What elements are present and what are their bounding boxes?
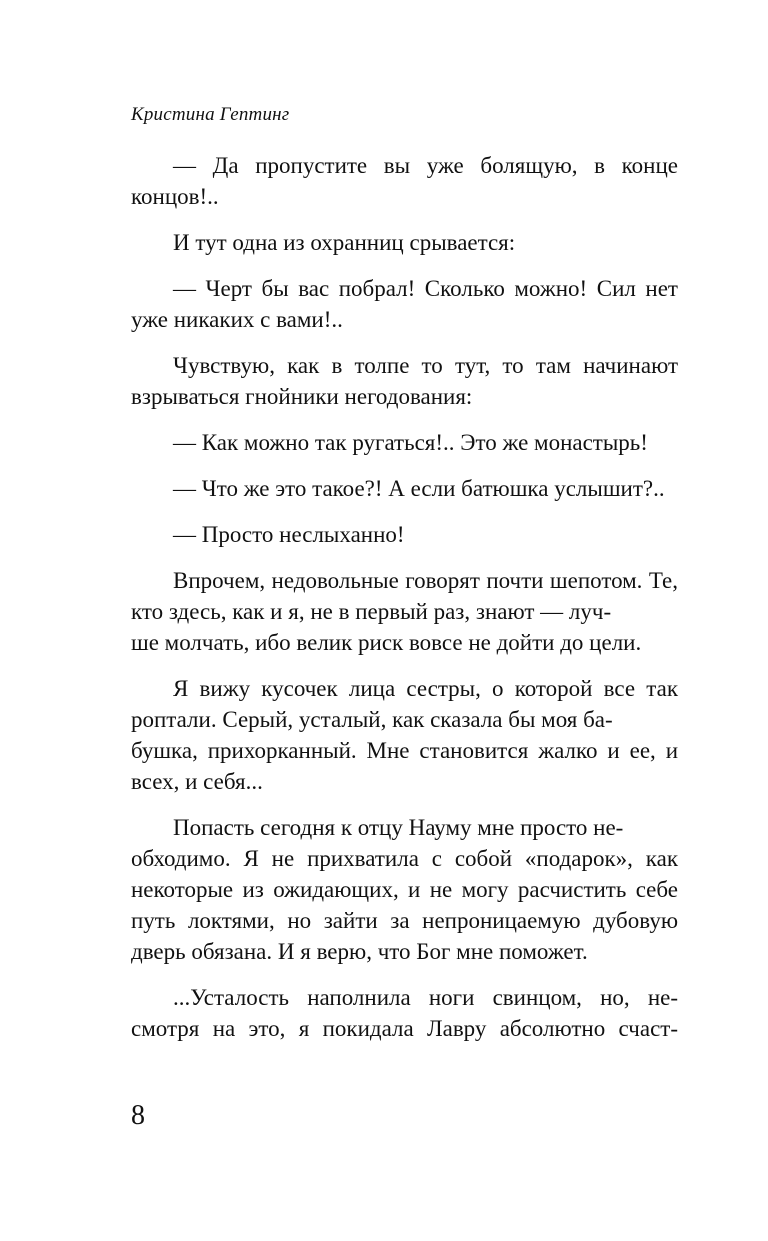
body-text [131, 150, 678, 1059]
paragraph: — Просто неслыханно! [173, 522, 405, 547]
paragraph: — Черт бы вас побрал! Сколько можно! Сил нет уже никаких с вами!.. [131, 276, 678, 332]
paragraph: Впрочем, недовольные говорят почти шепотом. Те, кто здесь, как и я, не в первый раз, знают — луч- ше молчать, ибо велик риск вовсе не дойти до цели. [131, 568, 678, 655]
paragraph: — Что же это такое?! А если батюшка услышит?.. [173, 476, 665, 501]
running-head: Кристина Гептинг [131, 104, 290, 125]
page-number: 8 [131, 1100, 145, 1131]
paragraph: ...Усталость наполнила ноги свинцом, но, не- смотря на это, я покидала Лавру абсолютно счаст- [131, 985, 678, 1041]
paragraph: Чувствую, как в толпе то тут, то там начинают взрываться гнойники негодования: [131, 353, 678, 409]
paragraph: — Да пропустите вы уже болящую, в конце концов!.. [131, 153, 678, 209]
paragraph: Я вижу кусочек лица сестры, о которой все так роптали. Серый, усталый, как сказала бы моя ба- бушка, прихорканный. Мне становится жалко и ее, и всех, и себя... [131, 676, 678, 794]
paragraph: — Как можно так ругаться!.. Это же монастырь! [173, 430, 648, 455]
paragraph: Попасть сегодня к отцу Науму мне просто не- обходимо. Я не прихватила с собой «подарок», как некоторые из ожидающих, и не могу расчистить себе путь локтями, но зайти за непроницаемую дубовую дверь обязана. И я верю, что Бог мне поможет. [131, 815, 678, 964]
paragraph: И тут одна из охранниц срывается: [173, 230, 516, 255]
